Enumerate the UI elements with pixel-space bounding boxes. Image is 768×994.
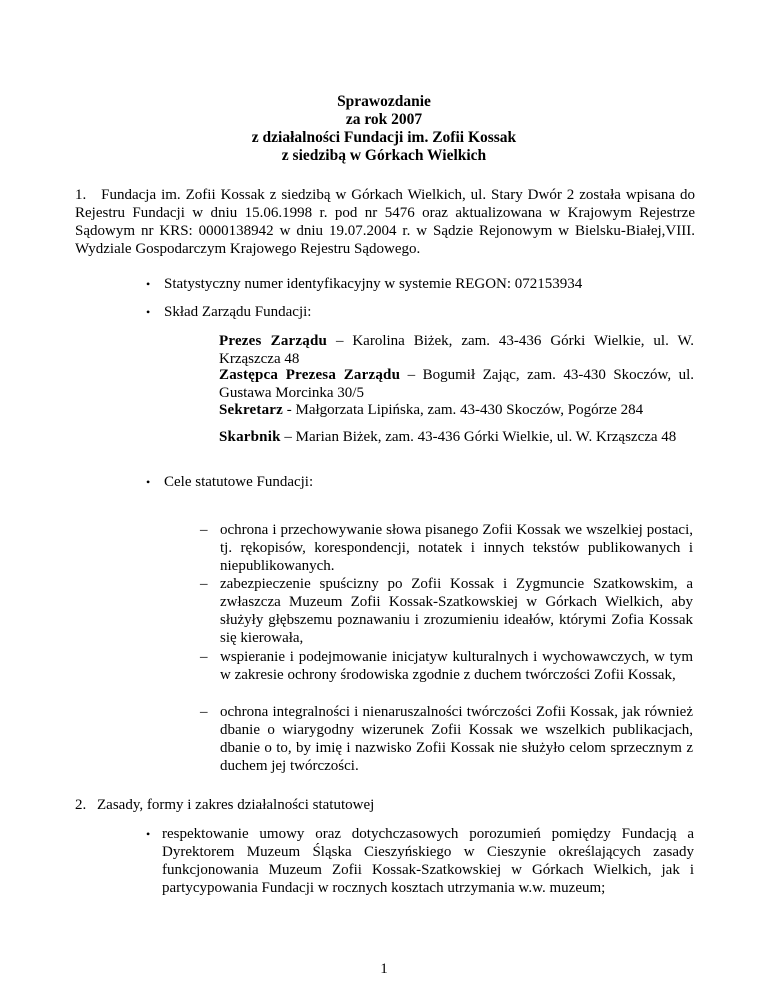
title-line-2: za rok 2007 xyxy=(345,111,423,128)
dash-icon: – xyxy=(200,576,208,592)
page-number: 1 xyxy=(380,961,388,977)
board-details: – Bogumił Zając, zam. 43-430 Skoczów, ul. Gustawa Morcinka 30/5 xyxy=(219,367,694,401)
goal-text: ochrona i przechowywanie słowa pisanego Zofii Kossak we wszelkiej postaci, tj. rękopisów, korespondencji, notatek i innych tekstów publikowanych i niepublikowanych. xyxy=(220,522,693,574)
goal-item xyxy=(200,648,693,684)
bullet-dot-icon: • xyxy=(146,475,151,489)
title-line-1: Sprawozdanie xyxy=(337,93,431,110)
section-2-bullet-text: respektowanie umowy oraz dotychczasowych porozumień pomiędzy Fundacją a Dyrektorem Muzeum Śląska Cieszyńskiego w Cieszynie określających zasady funkcjonowania Muzeum Zofii Kossak-Szatkowskiej w Górkach Wielkich, jak i partycypowania Fundacji w rocznych kosztach utrzymania w.w. muzeum; xyxy=(162,826,694,896)
goals-heading: Cele statutowe Fundacji: xyxy=(164,474,314,490)
title-line-4: z siedzibą w Górkach Wielkich xyxy=(281,147,487,164)
bullet-dot-icon: • xyxy=(146,277,151,291)
bullet-board xyxy=(146,303,706,321)
bullet-regon xyxy=(146,275,706,293)
goal-item xyxy=(200,703,693,775)
section-1-paragraph xyxy=(75,186,695,258)
board-role: Sekretarz xyxy=(219,402,283,418)
dash-icon: – xyxy=(200,522,208,538)
board-heading: Skład Zarządu Fundacji: xyxy=(164,304,312,320)
board-member-vice-president xyxy=(219,366,694,402)
bullet-dot-icon: • xyxy=(146,827,151,841)
section-2-title: Zasady, formy i zakres działalności statutowej xyxy=(97,797,375,813)
title-line-3: z działalności Fundacji im. Zofii Kossak xyxy=(251,129,517,146)
goal-text: wspieranie i podejmowanie inicjatyw kulturalnych i wychowawczych, w tym w zakresie ochrony środowiska zgodnie z duchem twórczości Zofii Kossak, xyxy=(220,649,693,683)
goal-text: zabezpieczenie spuścizny po Zofii Kossak i Zygmuncie Szatkowskim, a zwłaszcza Muzeum Zofii Kossak-Szatkowskiej w Górkach Wielkich, aby służyły głębszemu poznawaniu i zrozumieniu ideałów, którymi Zofia Kossak się kierowała, xyxy=(220,576,693,646)
board-role: Zastępca Prezesa Zarządu xyxy=(219,367,401,383)
goal-item xyxy=(200,521,693,575)
dash-icon: – xyxy=(200,649,208,665)
section-2-heading xyxy=(75,796,675,814)
bullet-dot-icon: • xyxy=(146,305,151,319)
board-role: Prezes Zarządu xyxy=(219,333,328,349)
goal-item xyxy=(200,575,693,647)
section-2-bullet xyxy=(146,825,694,897)
board-details: – Karolina Biżek, zam. 43-436 Górki Wielkie, ul. W. Krząszcza 48 xyxy=(219,333,694,367)
bullet-goals xyxy=(146,473,706,491)
board-details: - Małgorzata Lipińska, zam. 43-430 Skoczów, Pogórze 284 xyxy=(283,402,644,418)
board-member-secretary xyxy=(219,401,694,419)
regon-text: Statystyczny numer identyfikacyjny w systemie REGON: 072153934 xyxy=(164,276,583,292)
board-member-president xyxy=(219,332,694,368)
dash-icon: – xyxy=(200,704,208,720)
board-role: Skarbnik xyxy=(219,429,281,445)
section-1-number: 1. xyxy=(75,187,87,203)
goal-text: ochrona integralności i nienaruszalności twórczości Zofii Kossak, jak również dbanie o wiarygodny wizerunek Zofii Kossak we wszelkich publikacjach, dbanie o to, by imię i nazwisko Zofii Kossak nie służyło celom sprzecznym z duchem jej twórczości. xyxy=(220,704,693,774)
report-title xyxy=(0,93,768,165)
board-member-treasurer xyxy=(219,428,694,446)
section-2-number: 2. xyxy=(75,797,87,813)
section-1-text: Fundacja im. Zofii Kossak z siedzibą w Górkach Wielkich, ul. Stary Dwór 2 została wpisana do Rejestru Fundacji w dniu 15.06.1998 r. pod nr 5476 oraz aktualizowana w Krajowym Rejestrze Sądowym nr KRS: 0000138942 w dniu 19.07.2004 r. w Sądzie Rejonowym w Bielsku-Białej,VIII. Wydziale Gospodarczym Krajowego Rejestru Sądowego. xyxy=(75,187,695,257)
board-details: – Marian Biżek, zam. 43-436 Górki Wielkie, ul. W. Krząszcza 48 xyxy=(280,429,677,445)
